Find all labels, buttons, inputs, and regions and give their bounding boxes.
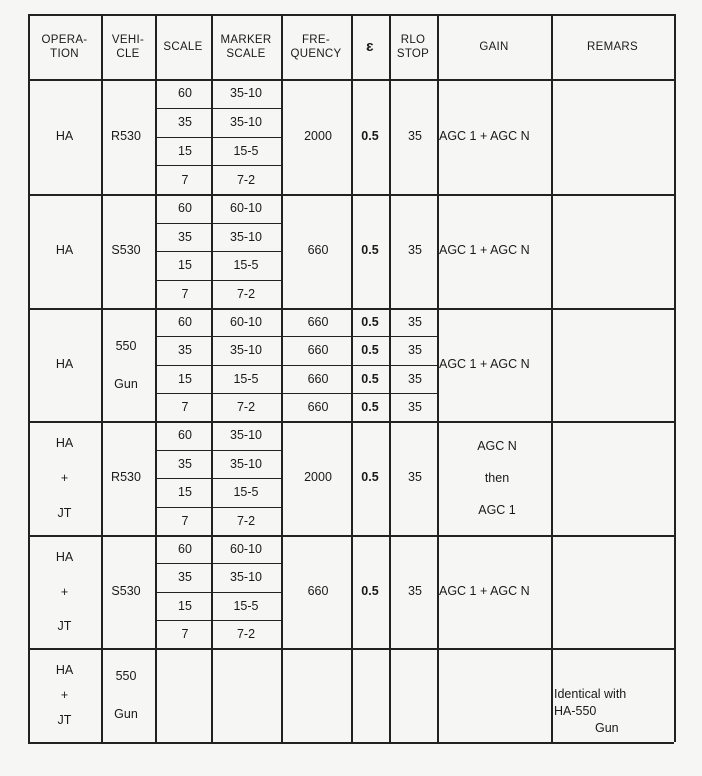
scale-cell: 7 bbox=[181, 172, 189, 187]
header-frequency: FRE- QUENCY bbox=[290, 33, 342, 60]
operation-cell: JT bbox=[57, 619, 72, 633]
marker-scale-cell: 15-5 bbox=[233, 371, 259, 386]
sub-row-rule bbox=[157, 365, 281, 366]
scale-cell: 35 bbox=[178, 343, 192, 358]
remarks-cell: Gun bbox=[595, 721, 619, 735]
operation-cell: JT bbox=[57, 506, 72, 520]
vehicle-cell: Gun bbox=[114, 376, 138, 391]
header-operation: OPERA- TION bbox=[41, 33, 88, 60]
row-divider-2 bbox=[28, 308, 674, 310]
marker-scale-cell: 7-2 bbox=[236, 286, 256, 301]
tau-cell: 0.5 bbox=[361, 399, 379, 414]
scale-cell: 7 bbox=[181, 286, 189, 301]
marker-scale-cell: 35-10 bbox=[230, 115, 262, 130]
operation-cell: + bbox=[60, 584, 69, 599]
sub-row-rule bbox=[157, 478, 281, 479]
tau-cell: 0.5 bbox=[361, 583, 379, 598]
scale-cell: 7 bbox=[181, 626, 189, 641]
column-rule-3 bbox=[211, 14, 213, 742]
table-border-bottom bbox=[28, 742, 674, 744]
vehicle-cell: 550 bbox=[115, 338, 137, 353]
operation-cell: HA bbox=[55, 128, 74, 143]
sub-row-rule bbox=[157, 393, 281, 394]
column-rule-0 bbox=[28, 14, 30, 742]
scale-cell: 35 bbox=[178, 456, 192, 471]
sub-row-rule bbox=[157, 592, 281, 593]
marker-scale-cell: 60-10 bbox=[230, 201, 262, 216]
header-gain: GAIN bbox=[479, 40, 509, 53]
sub-row-rule bbox=[157, 223, 281, 224]
gain-cell: AGC 1 + AGC N bbox=[439, 583, 530, 598]
marker-scale-cell: 7-2 bbox=[236, 172, 256, 187]
row-divider-1 bbox=[28, 194, 674, 196]
header-tau: ɛ bbox=[366, 37, 374, 55]
scale-cell: 7 bbox=[181, 513, 189, 528]
sub-row-rule bbox=[157, 165, 281, 166]
gain-cell: AGC 1 bbox=[478, 503, 516, 517]
scale-cell: 15 bbox=[178, 485, 192, 500]
gain-cell: AGC 1 + AGC N bbox=[439, 356, 530, 371]
marker-scale-cell: 7-2 bbox=[236, 399, 256, 414]
marker-scale-cell: 35-10 bbox=[230, 229, 262, 244]
scale-cell: 60 bbox=[178, 428, 192, 443]
tau-cell: 0.5 bbox=[361, 371, 379, 386]
marker-scale-cell: 15-5 bbox=[233, 598, 259, 613]
marker-scale-cell: 35-10 bbox=[230, 86, 262, 101]
scale-cell: 7 bbox=[181, 399, 189, 414]
operation-cell: HA bbox=[55, 356, 74, 371]
header-rlo-stop: RLO STOP bbox=[396, 33, 430, 60]
sub-row-rule bbox=[157, 108, 281, 109]
sub-row-rule bbox=[157, 507, 281, 508]
sub-row-rule bbox=[157, 563, 281, 564]
column-rule-2 bbox=[155, 14, 157, 742]
gain-cell: AGC 1 + AGC N bbox=[439, 128, 530, 143]
sub-row-rule bbox=[157, 280, 281, 281]
column-rule-6 bbox=[389, 14, 391, 742]
gain-cell: AGC N bbox=[477, 439, 517, 453]
marker-scale-cell: 15-5 bbox=[233, 485, 259, 500]
frequency-cell: 660 bbox=[307, 399, 329, 414]
vehicle-cell: R530 bbox=[111, 128, 141, 143]
tau-cell: 0.5 bbox=[361, 470, 379, 484]
sub-row-rule bbox=[157, 251, 281, 252]
frequency-cell: 660 bbox=[307, 243, 329, 257]
operation-cell: HA bbox=[55, 663, 74, 677]
rlo-stop-cell: 35 bbox=[408, 470, 422, 484]
operation-cell: HA bbox=[55, 550, 74, 564]
scale-cell: 60 bbox=[178, 542, 192, 557]
gain-cell: then bbox=[484, 471, 510, 485]
sub-row-rule bbox=[157, 336, 281, 337]
tau-cell: 0.5 bbox=[361, 128, 379, 143]
frequency-cell: 660 bbox=[307, 315, 329, 330]
marker-scale-cell: 7-2 bbox=[236, 626, 256, 641]
rlo-stop-cell: 35 bbox=[408, 583, 422, 598]
marker-scale-cell: 60-10 bbox=[230, 542, 262, 557]
column-rule-5 bbox=[351, 14, 353, 742]
vehicle-cell: S530 bbox=[111, 583, 141, 598]
scale-cell: 60 bbox=[178, 86, 192, 101]
marker-scale-cell: 35-10 bbox=[230, 428, 262, 443]
frequency-cell: 660 bbox=[307, 343, 329, 358]
sub-row-rule bbox=[157, 137, 281, 138]
scale-cell: 15 bbox=[178, 258, 192, 273]
rlo-stop-cell: 35 bbox=[408, 243, 422, 257]
marker-scale-cell: 35-10 bbox=[230, 456, 262, 471]
column-rule-1 bbox=[101, 14, 103, 742]
row-divider-4 bbox=[28, 535, 674, 537]
remarks-cell: Identical with bbox=[554, 687, 627, 701]
tau-cell: 0.5 bbox=[361, 315, 379, 330]
operation-cell: HA bbox=[55, 436, 74, 450]
marker-scale-cell: 15-5 bbox=[233, 258, 259, 273]
scale-cell: 15 bbox=[178, 143, 192, 158]
sub-row-rule bbox=[281, 336, 437, 337]
marker-scale-cell: 60-10 bbox=[230, 315, 262, 330]
vehicle-cell: Gun bbox=[114, 707, 138, 721]
header-marker-scale: MARKER SCALE bbox=[220, 33, 272, 60]
gain-cell: AGC 1 + AGC N bbox=[439, 243, 530, 257]
vehicle-cell: R530 bbox=[111, 470, 141, 484]
rlo-stop-cell: 35 bbox=[408, 399, 422, 414]
vehicle-cell: S530 bbox=[111, 243, 141, 257]
tau-cell: 0.5 bbox=[361, 343, 379, 358]
scale-cell: 60 bbox=[178, 315, 192, 330]
marker-scale-cell: 35-10 bbox=[230, 570, 262, 585]
sub-row-rule bbox=[281, 365, 437, 366]
sub-row-rule bbox=[157, 620, 281, 621]
row-divider-3 bbox=[28, 421, 674, 423]
header-remarks: REMARS bbox=[586, 40, 639, 53]
frequency-cell: 2000 bbox=[304, 128, 332, 143]
frequency-cell: 2000 bbox=[304, 470, 332, 484]
scale-cell: 35 bbox=[178, 570, 192, 585]
marker-scale-cell: 15-5 bbox=[233, 143, 259, 158]
operation-cell: + bbox=[60, 688, 69, 702]
tau-cell: 0.5 bbox=[361, 243, 379, 257]
operation-cell: JT bbox=[57, 713, 72, 727]
scale-cell: 60 bbox=[178, 201, 192, 216]
frequency-cell: 660 bbox=[307, 371, 329, 386]
rlo-stop-cell: 35 bbox=[408, 128, 422, 143]
column-rule-8 bbox=[551, 14, 553, 742]
vehicle-cell: 550 bbox=[115, 669, 137, 683]
row-divider-5 bbox=[28, 648, 674, 650]
scale-cell: 35 bbox=[178, 229, 192, 244]
header-vehicle: VEHI- CLE bbox=[111, 33, 145, 60]
rlo-stop-cell: 35 bbox=[408, 371, 422, 386]
remarks-cell: HA-550 bbox=[554, 704, 597, 718]
operation-cell: HA bbox=[55, 243, 74, 257]
rlo-stop-cell: 35 bbox=[408, 343, 422, 358]
scale-cell: 15 bbox=[178, 371, 192, 386]
rlo-stop-cell: 35 bbox=[408, 315, 422, 330]
scale-cell: 15 bbox=[178, 598, 192, 613]
sub-row-rule bbox=[157, 450, 281, 451]
column-rule-4 bbox=[281, 14, 283, 742]
header-scale: SCALE bbox=[163, 40, 203, 53]
column-rule-9 bbox=[674, 14, 676, 742]
marker-scale-cell: 7-2 bbox=[236, 513, 256, 528]
marker-scale-cell: 35-10 bbox=[230, 343, 262, 358]
scale-cell: 35 bbox=[178, 115, 192, 130]
frequency-cell: 660 bbox=[307, 583, 329, 598]
operation-cell: + bbox=[60, 471, 69, 485]
column-rule-7 bbox=[437, 14, 439, 742]
sub-row-rule bbox=[281, 393, 437, 394]
